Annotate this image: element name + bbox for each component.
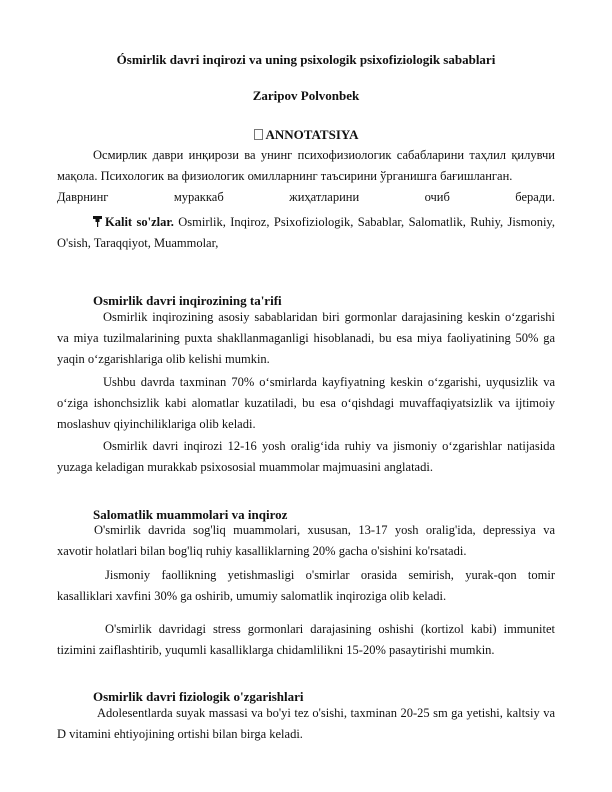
keywords-paragraph bbox=[57, 212, 555, 254]
keywords-label: Kalit so'zlar. bbox=[105, 215, 174, 229]
paragraph: Adolesentlarda suyak massasi va bo'yi tez o'sishi, taxminan 20-25 sm ga yetishi, kaltsiy va D vitamini ehtiyojining ortishi bilan birga keladi. bbox=[57, 706, 555, 741]
paragraph: Osmirlik inqirozining asosiy sabablaridan biri gormonlar darajasining keskin oʻzgarishi va miya tuzilmalarining puxta shakllanmaganligi hisoblanadi, bu esa miya faoliyatining 50% ga yaqin oʻzgarishlariga olib kelishi mumkin. bbox=[57, 310, 555, 366]
annotation-heading-row bbox=[0, 127, 612, 143]
section-heading-definition: Osmirlik davri inqirozining ta'rifi bbox=[93, 293, 282, 308]
missing-glyph-icon bbox=[254, 129, 263, 140]
annotation-heading: ANNOTATSIYA bbox=[265, 127, 359, 142]
keywords-text: Osmirlik, Inqiroz, Psixofiziologik, Sabablar, Salomatlik, Ruhiy, Jismoniy, O'sish, Taraqqiyot, Muammolar, bbox=[57, 215, 555, 250]
section-heading-health: Salomatlik muammolari va inqiroz bbox=[93, 507, 288, 522]
paragraph: Ushbu davrda taxminan 70% oʻsmirlarda kayfiyatning keskin oʻzgarishi, uyqusizlik va oʻziga ishonchsizlik kabi alomatlar kuzatiladi, bu esa oʻqishdagi muvaffaqiyatsizlik va ijtimoiy moslashuv qiyinchiliklariga olib keladi. bbox=[57, 375, 555, 431]
paragraph: Osmirlik davri inqirozi 12-16 yosh oraligʻida ruhiy va jismoniy oʻzgarishlar natijasida yuzaga keladigan murakkab psixososial muammolar majmuasini anglatadi. bbox=[57, 439, 555, 474]
annotation-text-last: Даврнинг мураккаб жиҳатларини очиб беради. bbox=[57, 190, 555, 204]
section-heading-physiology: Osmirlik davri fiziologik o'zgarishlari bbox=[93, 689, 304, 704]
paragraph: O'smirlik davrida sog'liq muammolari, xususan, 13-17 yosh oralig'ida, depressiya va xavotir holatlari bilan bog'liq ruhiy kasalliklarning 20% gacha o'sishini ko'rsatadi. bbox=[57, 523, 555, 558]
paragraph: O'smirlik davridagi stress gormonlari darajasining oshishi (kortizol kabi) immunitet tizimini zaiflashtirib, yuqumli kasalliklarga chidamlilikni 15-20% pasaytirishi mumkin. bbox=[57, 622, 555, 657]
author-name: Zaripov Polvonbek bbox=[252, 88, 360, 103]
pushpin-icon bbox=[93, 216, 102, 227]
paragraph: Jismoniy faollikning yetishmasligi o'smirlar orasida semirish, yurak-qon tomir kasalliklari xavfini 30% ga oshirib, umumiy salomatlik inqiroziga olib keladi. bbox=[57, 568, 555, 603]
annotation-text: Осмирлик даври инқирози ва унинг психофизиологик сабабларини таҳлил қилувчи мақола. Психологик ва физиологик омилларнинг таъсирини ўрганишга бағишланган. bbox=[57, 148, 555, 183]
document-title: Ósmirlik davri inqirozi va uning psixologik psixofiziologik sabablari bbox=[116, 52, 496, 67]
